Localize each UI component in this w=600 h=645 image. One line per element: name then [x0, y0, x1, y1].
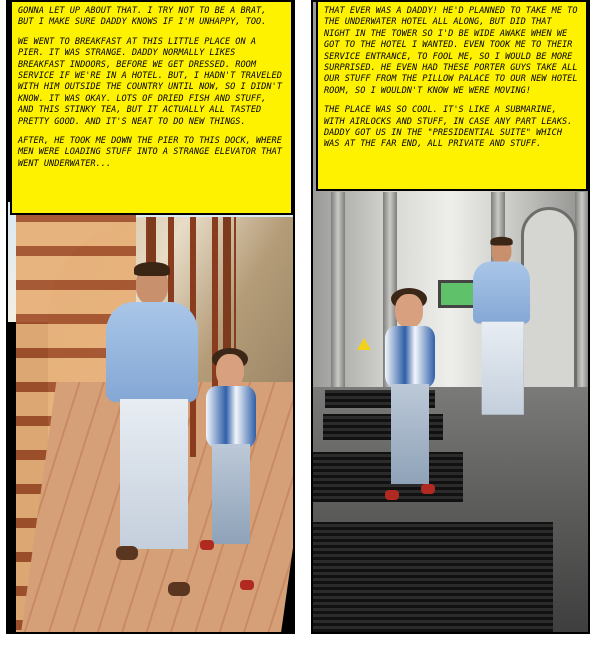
caption-text: WE WENT TO BREAKFAST AT THIS LITTLE PLACE ON A PIER. IT WAS STRANGE. DADDY NORMALLY LIKES BREAKFAST INDOORS, BEFORE WE GET DRESSED. ROOM SERVICE IF WE'RE IN A HOTEL. BUT, I HADN'T TRAVELED WITH HIM OUTSIDE THE COUNTRY UNTIL NOW, SO I DIDN'T KNOW. IT WAS OKAY. LOTS OF DRIED FISH AND STUFF, AND THIS STINKY TEA, BUT IT ACTUALLY ALL TASTED PRETTY GOOD. AND IT'S NEAT TO DO NEW THINGS.: [18, 36, 282, 127]
boy-figure: [385, 294, 440, 524]
comic-panel-right: [311, 0, 590, 634]
comic-panel-left: [6, 0, 295, 634]
caption-text: THE PLACE WAS SO COOL. IT'S LIKE A SUBMARINE, WITH AIRLOCKS AND STUFF, IN CASE ANY PART LEAKS. DADDY GOT US IN THE "PRESIDENTIAL SUITE" WHICH WAS AT THE FAR END, ALL PRIVATE AND STUFF.: [324, 105, 573, 150]
caption-box-right: [316, 0, 588, 191]
caption-box-left: [10, 0, 293, 215]
father-figure: [473, 238, 516, 356]
caption-text: AFTER, HE TOOK ME DOWN THE PIER TO THIS DOCK, WHERE MEN WERE LOADING STUFF INTO A STRANGE ELEVATOR THAT WENT UNDERWATER...: [18, 136, 282, 169]
floor-grate: [313, 522, 553, 632]
caption-text: GONNA LET UP ABOUT THAT. I TRY NOT TO BE A BRAT, BUT I MAKE SURE DADDY KNOWS IF I'M UNHAPPY, TOO.: [18, 6, 267, 28]
wall-rib: [575, 192, 589, 392]
warning-sign-icon: [357, 338, 371, 350]
father-figure: [106, 264, 206, 604]
caption-text: THAT EVER WAS A DADDY! HE'D PLANNED TO TAKE ME TO THE UNDERWATER HOTEL ALL ALONG, BUT DID THAT NIGHT IN THE TOWER SO I'D BE WIDE AWAKE WHEN WE GOT TO THE HOTEL I WANTED. EVEN TOOK ME TO THEIR SERVICE ENTRANCE, TO FOOL ME, SO I WOULD BE MORE SURPRISED. HE EVEN HAD THESE PORTER GUYS TAKE ALL OUR STUFF FROM THE PILLOW PALACE TO OUR NEW HOTEL ROOM, SO I WOULDN'T KNOW WE WERE MOVING!: [324, 6, 578, 96]
boy-figure: [206, 354, 261, 584]
wall-rib: [331, 192, 345, 392]
